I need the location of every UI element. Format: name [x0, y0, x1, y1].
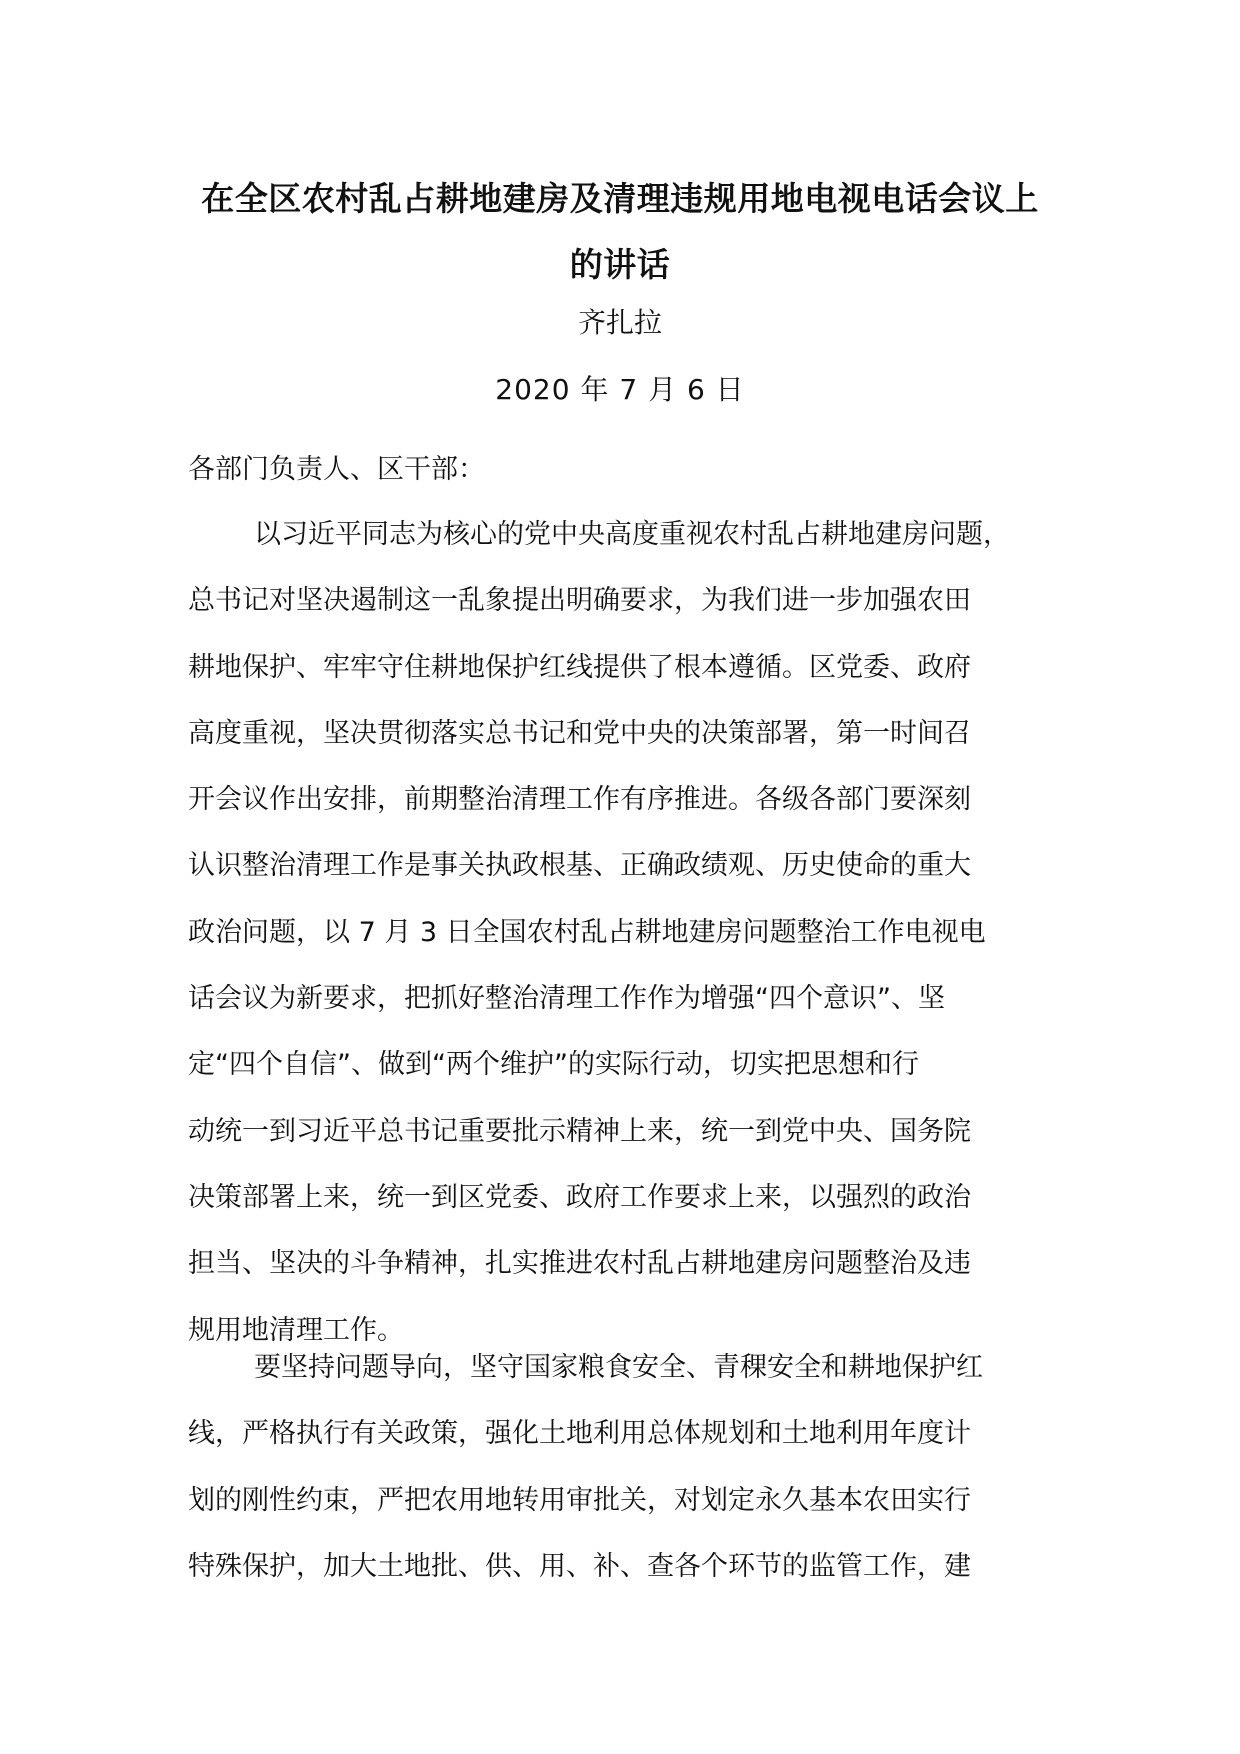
paragraph-line: 总书记对坚决遏制这一乱象提出明确要求，为我们进一步加强农田: [188, 585, 971, 617]
paragraph-line: 开会议作出安排，前期整治清理工作有序推进。各级各部门要深刻: [188, 784, 971, 816]
salutation: 各部门负责人、区干部：: [188, 454, 485, 485]
document-date: 2020 年 7 月 6 日: [495, 373, 745, 406]
paragraph-line: 高度重视，坚决贯彻落实总书记和党中央的决策部署，第一时间召: [188, 717, 971, 749]
document-title-line-1: 在全区农村乱占耕地建房及清理违规用地电视电话会议上: [201, 179, 1039, 218]
paragraph-line: 划的刚性约束，严把农用地转用审批关，对划定永久基本农田实行: [188, 1484, 971, 1516]
paragraph-line: 要坚持问题导向，坚守国家粮食安全、青稞安全和耕地保护红: [254, 1352, 983, 1383]
paragraph-line: 特殊保护，加大土地批、供、用、补、查各个环节的监管工作，建: [188, 1550, 971, 1582]
paragraph-line: 耕地保护、牢牢守住耕地保护红线提供了根本遵循。区党委、政府: [188, 651, 971, 683]
paragraph-line: 以习近平同志为核心的党中央高度重视农村乱占耕地建房问题，: [254, 519, 1010, 550]
paragraph-line: 决策部署上来，统一到区党委、政府工作要求上来，以强烈的政治: [188, 1181, 971, 1213]
paragraph-line: 政治问题，以 7 月 3 日全国农村乱占耕地建房问题整治工作电视电: [188, 916, 986, 948]
paragraph-line: 动统一到习近平总书记重要批示精神上来，统一到党中央、国务院: [188, 1115, 971, 1147]
paragraph-line: 担当、坚决的斗争精神，扎实推进农村乱占耕地建房问题整治及违: [188, 1248, 971, 1280]
paragraph-line: 规用地清理工作。: [188, 1314, 404, 1346]
document-title-line-2: 的讲话: [569, 245, 671, 284]
paragraph-1: [188, 502, 1088, 1364]
paragraph-line: 认识整治清理工作是事关执政根基、正确政绩观、历史使命的重大: [188, 850, 971, 882]
paragraph-line: 话会议为新要求，把抓好整治清理工作作为增强“四个意识”、坚: [188, 983, 945, 1015]
document-author: 齐扎拉: [577, 306, 662, 339]
paragraph-2: [188, 1335, 1088, 1600]
paragraph-line: 定“四个自信”、做到“两个维护”的实际行动，切实把思想和行: [188, 1049, 919, 1081]
paragraph-line: 线，严格执行有关政策，强化土地利用总体规划和土地利用年度计: [188, 1418, 971, 1450]
